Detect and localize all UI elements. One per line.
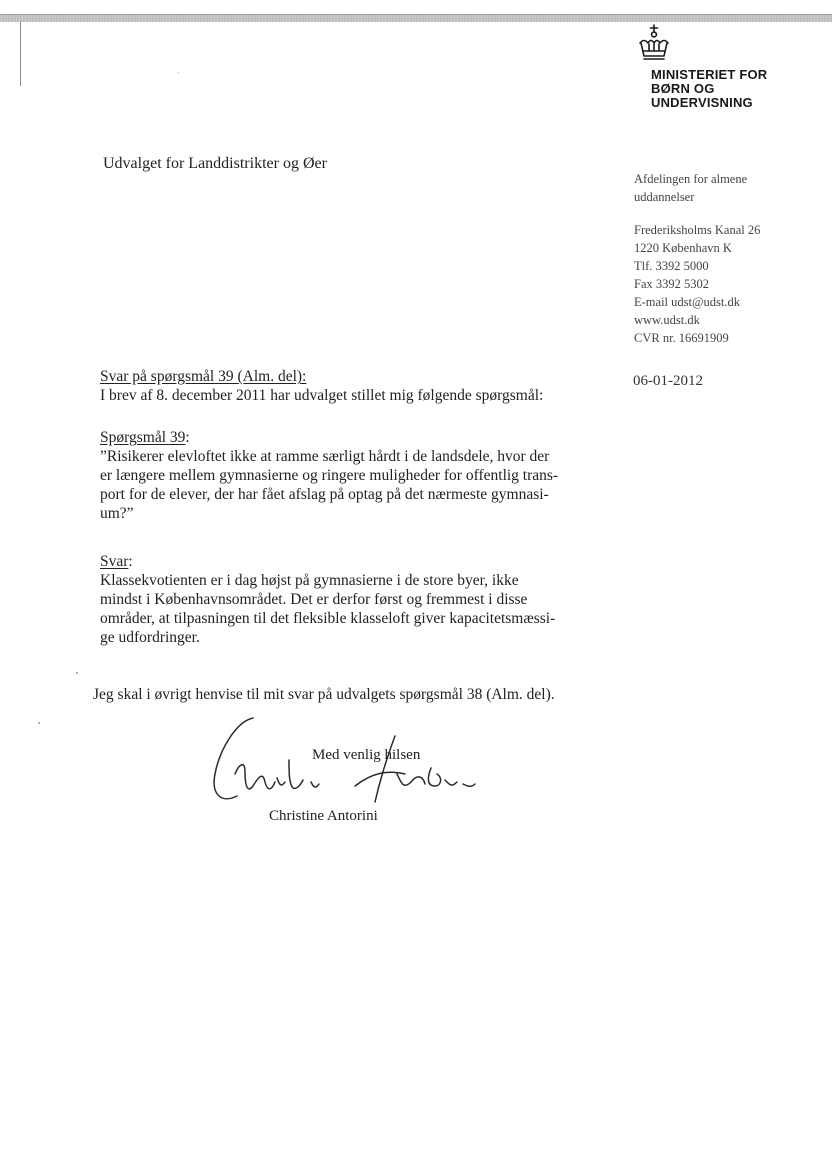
address-line: Frederiksholms Kanal 26 — [634, 223, 761, 237]
scan-speck — [38, 722, 40, 724]
phone: Tlf. 3392 5000 — [634, 259, 709, 273]
ministry-name-line: MINISTERIET FOR — [651, 67, 768, 82]
scan-speck — [178, 72, 179, 73]
question-line: um?” — [100, 505, 134, 522]
closing-remark: Jeg skal i øvrigt henvise til mit svar på udvalgets spørgsmål 38 (Alm. del). — [93, 686, 555, 703]
scan-speck — [76, 672, 78, 674]
answer-section: Svar: Klassekvotienten er i dag højst på gymnasierne i de store byer, ikke mindst i Københavnsområdet. Det er derfor først og fremmest i disse områder, at tilpasningen til det fleksible klasseloft giver kapacitetsmæssi- ge udfordringer. — [100, 552, 580, 647]
signer-name: Christine Antorini — [269, 808, 378, 824]
subject-line: Svar på spørgsmål 39 (Alm. del): — [100, 368, 307, 385]
address-line: 1220 København K — [634, 241, 732, 255]
answer-line: Klassekvotienten er i dag højst på gymnasierne i de store byer, ikke — [100, 572, 519, 589]
answer-heading: Svar — [100, 553, 129, 570]
question-heading: Spørgsmål 39 — [100, 429, 186, 446]
ministry-name-line: BØRN OG — [651, 81, 715, 96]
department-line: Afdelingen for almene — [634, 172, 748, 186]
intro-line: I brev af 8. december 2011 har udvalget stillet mig følgende spørgsmål: — [100, 387, 544, 404]
scan-margin-line — [20, 22, 21, 86]
letter-date: 06-01-2012 — [633, 373, 703, 389]
fax: Fax 3392 5302 — [634, 277, 709, 291]
closing-remark-block — [93, 685, 593, 704]
question-line: er længere mellem gymnasierne og ringere muligheder for offentlig trans- — [100, 467, 559, 484]
closing-greeting: Med venlig hilsen — [312, 747, 421, 763]
crown-icon — [636, 24, 672, 62]
question-section: Spørgsmål 39: ”Risikerer elevloftet ikke at ramme særligt hårdt i de landsdele, hvor der er længere mellem gymnasierne og ringere muligheder for offentlig trans- port for de elever, der har fået afslag på optag på det nærmeste gymnasi- um?” — [100, 428, 580, 523]
scan-edge-strip — [0, 14, 832, 22]
answer-line: ge udfordringer. — [100, 629, 200, 646]
cvr-number: CVR nr. 16691909 — [634, 331, 729, 345]
question-line: port for de elever, der har fået afslag på optag på det nærmeste gymnasi- — [100, 486, 549, 503]
sender-details — [634, 170, 814, 347]
answer-line: mindst i Københavnsområdet. Det er derfor først og fremmest i disse — [100, 591, 528, 608]
handwritten-signature — [205, 712, 485, 822]
letter-intro — [100, 367, 580, 405]
ministry-name — [651, 68, 811, 110]
department-line: uddannelser — [634, 190, 695, 204]
ministry-name-line: UNDERVISNING — [651, 95, 753, 110]
question-line: ”Risikerer elevloftet ikke at ramme særligt hårdt i de landsdele, hvor der — [100, 448, 550, 465]
answer-line: områder, at tilpasningen til det fleksible klasseloft giver kapacitetsmæssi- — [100, 610, 556, 627]
email: E-mail udst@udst.dk — [634, 295, 740, 309]
website: www.udst.dk — [634, 313, 700, 327]
recipient: Udvalget for Landdistrikter og Øer — [103, 155, 327, 172]
